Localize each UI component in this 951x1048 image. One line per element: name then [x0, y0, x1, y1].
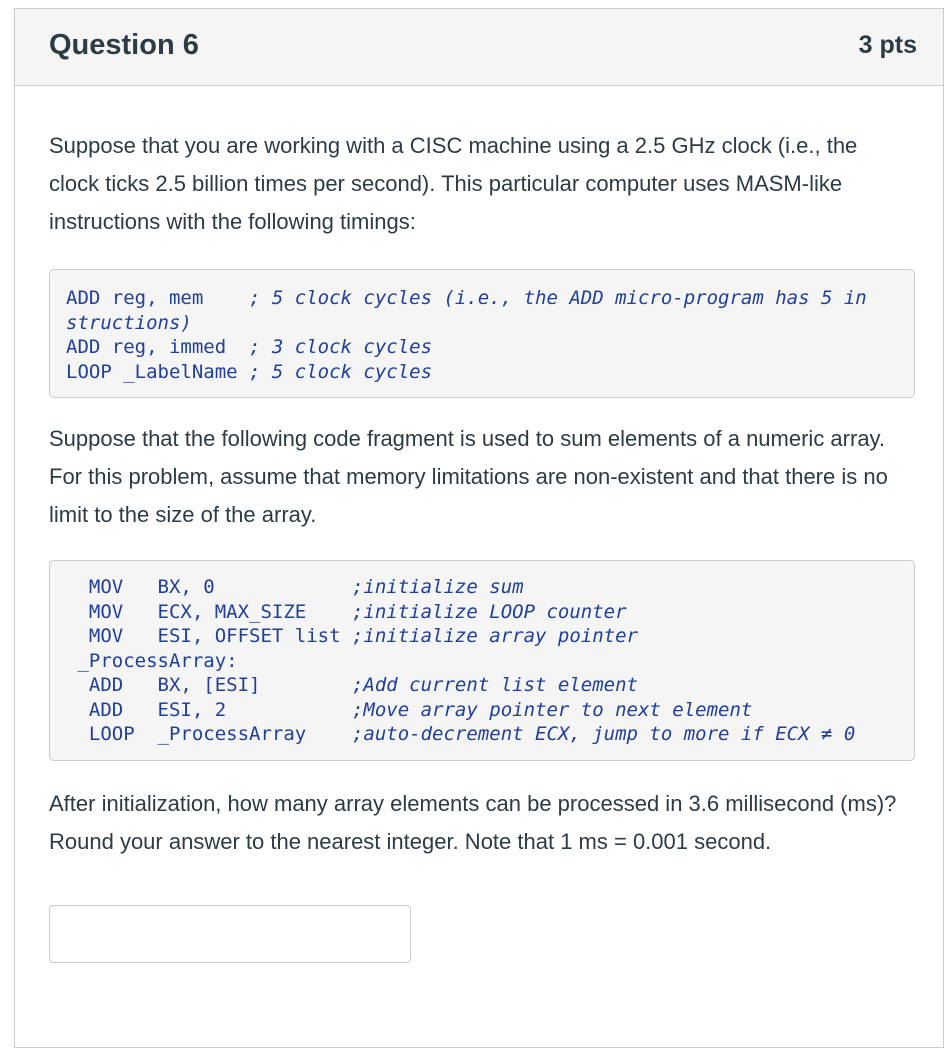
- question-paragraph: After initialization, how many array elements can be processed in 3.6 millisecond (ms)? Round your answer to the nearest integer. Note that 1 ms = 0.001 second.: [49, 790, 897, 854]
- code-line: MOV ECX, MAX_SIZE ;initialize LOOP counter: [66, 600, 627, 623]
- code-line: MOV ESI, OFFSET list ;initialize array pointer: [66, 625, 638, 647]
- code-line: ADD BX, [ESI] ;Add current list element: [66, 674, 638, 696]
- code-line: ADD reg, immed ; 3 clock cycles: [66, 336, 433, 358]
- middle-paragraph: Suppose that the following code fragment is used to sum elements of a numeric array. For this problem, assume that memory limitations are non-existent and that there is no limit to the size of the array.: [49, 426, 888, 527]
- code-line: ADD reg, mem ; 5 clock cycles (i.e., the ADD micro-program has 5 in: [66, 287, 867, 309]
- code-line: MOV BX, 0 ;initialize sum: [66, 576, 524, 598]
- question-points: 3 pts: [858, 31, 917, 59]
- timings-code-block: [49, 269, 915, 398]
- code-line: _ProcessArray:: [66, 649, 238, 672]
- question-card: [14, 8, 944, 1048]
- code-line: LOOP _ProcessArray ;auto-decrement ECX, jump to more if ECX ≠ 0: [66, 723, 856, 745]
- code-line: structions): [66, 311, 192, 334]
- answer-input[interactable]: [49, 905, 411, 963]
- code-line: ADD ESI, 2 ;Move array pointer to next element: [66, 698, 753, 721]
- program-code-block: [49, 560, 915, 761]
- question-header: [15, 9, 943, 86]
- question-body: [49, 127, 909, 963]
- code-line: LOOP _LabelName ; 5 clock cycles: [66, 360, 433, 383]
- question-title: Question 6: [49, 29, 199, 61]
- intro-paragraph: Suppose that you are working with a CISC machine using a 2.5 GHz clock (i.e., the clock ticks 2.5 billion times per second). This particular computer uses MASM-like instructions with the following timings:: [49, 133, 858, 234]
